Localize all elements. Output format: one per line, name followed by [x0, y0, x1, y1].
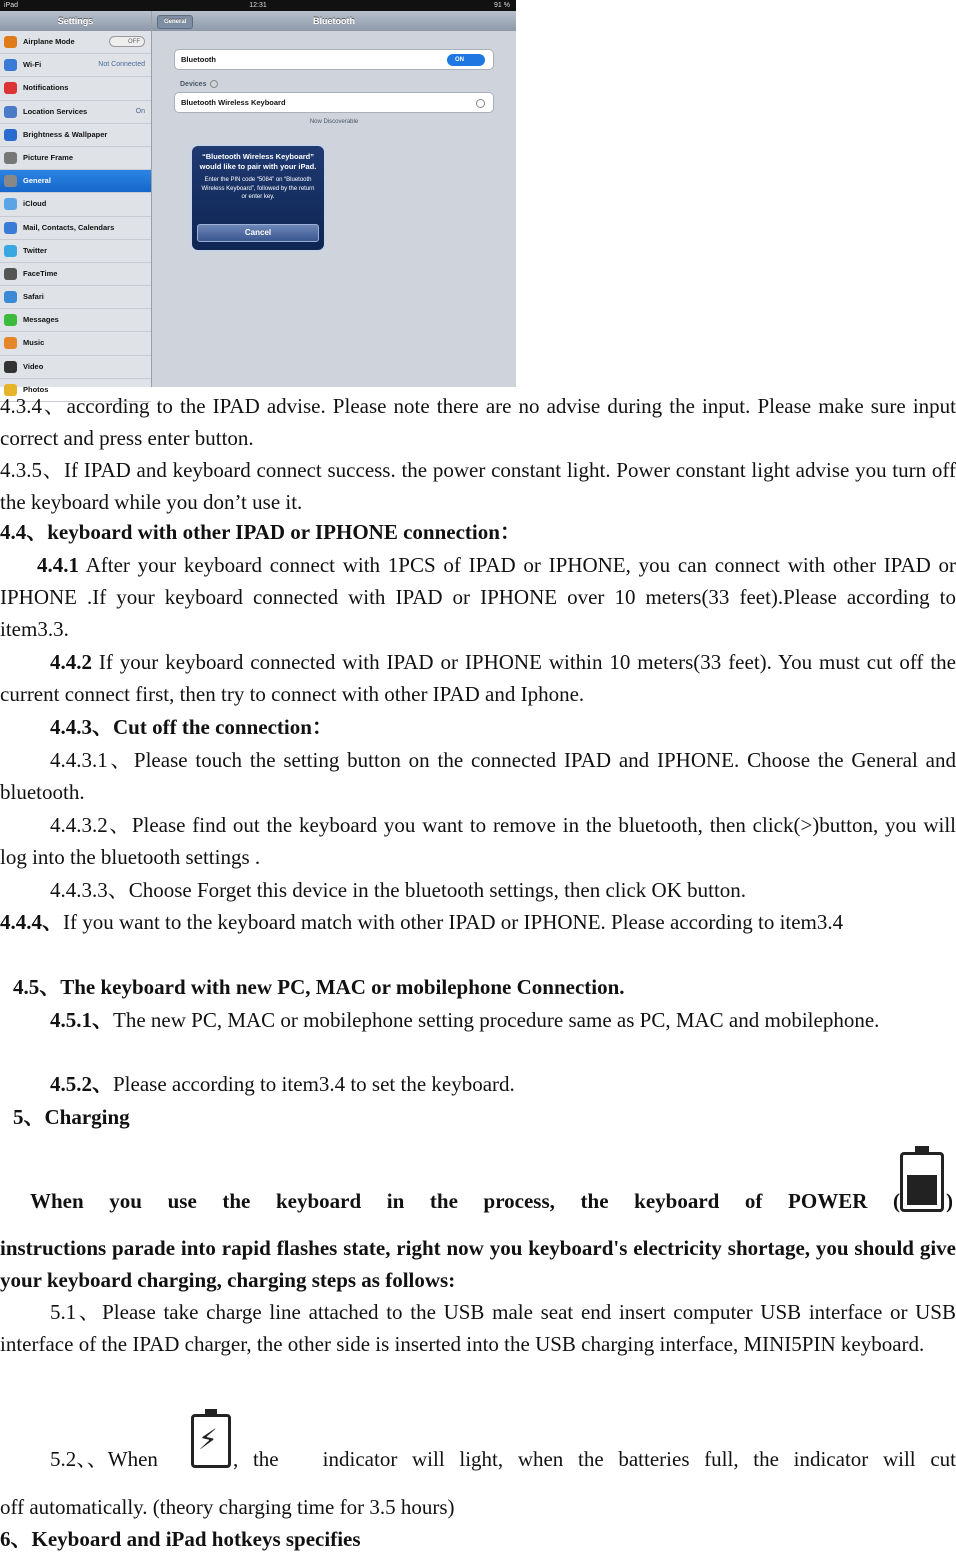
- heading-4-4-3: [0, 711, 956, 743]
- back-button[interactable]: General: [157, 15, 193, 29]
- para-4-4-2: [0, 646, 956, 710]
- heading-6-text: 6、Keyboard and iPad hotkeys specifies: [0, 1527, 361, 1551]
- sidebar-item-label: Safari: [23, 292, 44, 302]
- sidebar-title: Settings: [0, 11, 151, 31]
- power-battery-icon: [900, 1152, 944, 1212]
- para-4-4-3-3: 4.4.3.3、Choose Forget this device in the bluetooth settings, then click OK button.: [50, 878, 747, 902]
- pane-header: [152, 11, 516, 31]
- sidebar-item-label: Airplane Mode: [23, 37, 75, 46]
- para-4-5-2-text: Please according to item3.4 to set the keyboard.: [113, 1072, 515, 1096]
- bluetooth-row: [174, 49, 494, 70]
- settings-item-icon: [4, 361, 17, 373]
- settings-item-icon: [4, 222, 17, 234]
- para-4-4-1-text: After your keyboard connect with 1PCS of IPAD or IPHONE, you can connect with other IPAD or IPHONE .If your keyboard connected with IPAD or IPHONE over 10 meters(33 feet).Please according to item3.3.: [0, 553, 956, 641]
- device-name: Bluetooth Wireless Keyboard: [181, 98, 286, 107]
- sidebar-item-label: Location Services: [23, 106, 88, 116]
- heading-4-5-text: 4.5、The keyboard with new PC, MAC or mobilephone Connection.: [13, 975, 625, 999]
- ipad-screenshot: [0, 0, 516, 394]
- para-4-4-3-2: 4.4.3.2、Please find out the keyboard you want to remove in the bluetooth, then click(>)button, you will log into the bluetooth settings .: [0, 813, 956, 869]
- para-4-5-1-num: 4.5.1、: [50, 1008, 113, 1032]
- sidebar-item-label: Video: [23, 361, 44, 371]
- sidebar-item[interactable]: [0, 240, 151, 263]
- settings-item-icon: [4, 245, 17, 257]
- settings-item-icon: [4, 129, 17, 141]
- para-5-2-lead: 5.2、、When: [50, 1447, 158, 1471]
- sidebar-item-label: Notifications: [23, 83, 69, 93]
- settings-sidebar: [0, 11, 152, 394]
- para-4-5-1-text: The new PC, MAC or mobilephone setting procedure same as PC, MAC and mobilephone.: [113, 1008, 880, 1032]
- alert-title: “Bluetooth Wireless Keyboard” would like to pair with your iPad.: [199, 152, 317, 171]
- cancel-button[interactable]: Cancel: [197, 224, 319, 242]
- spinner-icon: [210, 80, 218, 88]
- para-4-4-4: [0, 906, 956, 938]
- bluetooth-label: Bluetooth: [181, 55, 216, 64]
- sidebar-item[interactable]: [0, 217, 151, 240]
- device-row[interactable]: [174, 92, 494, 113]
- sidebar-item-label: Messages: [23, 315, 59, 325]
- sidebar-item[interactable]: [0, 193, 151, 216]
- heading-6: [0, 1523, 956, 1555]
- sidebar-item[interactable]: [0, 31, 151, 54]
- sidebar-item[interactable]: [0, 332, 151, 355]
- sidebar-item-label: Picture Frame: [23, 152, 74, 162]
- para-5-body: instructions parade into rapid flashes state, right now you keyboard's electricity shortage, you should give your keyboard charging, charging steps as follows:: [0, 1236, 956, 1292]
- sidebar-list: [0, 31, 151, 402]
- para-4-4-2-text: If your keyboard connected with IPAD or IPHONE within 10 meters(33 feet). You must cut off the current connect first, then try to connect with other IPAD and Iphone.: [0, 650, 956, 706]
- sidebar-item-label: Wi-Fi: [23, 60, 42, 70]
- para-4-5-2: [0, 1068, 956, 1100]
- sidebar-item[interactable]: [0, 147, 151, 170]
- devices-label: Devices: [180, 80, 207, 88]
- para-4-4-1-num: 4.4.1: [37, 553, 79, 577]
- para-5-2-line: [0, 1408, 956, 1478]
- pairing-alert: [190, 144, 326, 252]
- heading-5-text: 5、Charging: [13, 1105, 130, 1129]
- settings-item-icon: [4, 82, 17, 94]
- spinner-icon: [476, 99, 485, 108]
- heading-4-4-text: 4.4、keyboard with other IPAD or IPHONE connection：: [0, 520, 521, 544]
- charging-battery-icon: ⚡: [191, 1414, 231, 1468]
- para-5-lead: When you use the keyboard in the process, the keyboard of POWER (: [30, 1189, 900, 1213]
- para-5-2-end: off automatically. (theory charging time for 3.5 hours): [0, 1495, 455, 1519]
- sidebar-item[interactable]: [0, 54, 151, 77]
- sidebar-item-value: On: [135, 107, 145, 115]
- para-4-4-4-num: 4.4.4、: [0, 910, 63, 934]
- alert-message: Enter the PIN code “5084” on “Bluetooth Wireless Keyboard”, followed by the return or enter key.: [201, 177, 315, 200]
- status-device: iPad: [4, 2, 19, 9]
- sidebar-item-label: FaceTime: [23, 268, 58, 278]
- sidebar-item[interactable]: [0, 101, 151, 124]
- para-5-close-paren: ): [946, 1189, 953, 1213]
- para-4-3-4: 4.3.4、according to the IPAD advise. Please note there are no advise during the input. Please make sure input correct and press enter button.: [0, 394, 956, 450]
- para-4-5-2-num: 4.5.2、: [50, 1072, 113, 1096]
- settings-item-icon: [4, 59, 17, 71]
- heading-4-4-3-text: 4.4.3、Cut off the connection：: [50, 715, 333, 739]
- para-4-3-5: 4.3.5、If IPAD and keyboard connect success. the power constant light. Power constant light advise you turn off the keyboard while you don’t use it.: [0, 458, 956, 514]
- sidebar-item-label: Brightness & Wallpaper: [23, 129, 108, 139]
- settings-item-icon: [4, 106, 17, 118]
- sidebar-item-label: Mail, Contacts, Calendars: [23, 222, 115, 232]
- settings-item-icon: [4, 268, 17, 280]
- status-bar: [0, 0, 516, 11]
- bluetooth-toggle[interactable]: ON: [447, 54, 485, 66]
- para-5-intro-line: [0, 1147, 956, 1217]
- devices-header: [180, 80, 218, 88]
- airplane-toggle[interactable]: OFF: [109, 36, 145, 47]
- heading-4-5: [0, 971, 956, 1003]
- sidebar-item[interactable]: [0, 263, 151, 286]
- settings-item-icon: [4, 198, 17, 210]
- para-4-4-4-text: If you want to the keyboard match with other IPAD or IPHONE. Please according to item3.4: [63, 910, 844, 934]
- para-4-4-3-1: 4.4.3.1、Please touch the setting button on the connected IPAD and IPHONE. Choose the General and bluetooth.: [0, 748, 956, 804]
- status-time: 12:31: [249, 2, 267, 9]
- settings-item-icon: [4, 36, 17, 48]
- status-battery: 91 %: [494, 2, 510, 9]
- sidebar-item[interactable]: [0, 170, 151, 193]
- para-4-5-1: [0, 1004, 956, 1036]
- sidebar-item-value: Not Connected: [98, 61, 145, 69]
- sidebar-item-label: Music: [23, 338, 45, 348]
- sidebar-item[interactable]: [0, 356, 151, 379]
- sidebar-item-label: iCloud: [23, 199, 47, 209]
- para-4-4-1: [0, 549, 956, 645]
- para-4-4-2-num: 4.4.2: [50, 650, 92, 674]
- sidebar-item-label: Photos: [23, 384, 49, 394]
- heading-5: [0, 1101, 956, 1133]
- bluetooth-pane: [152, 11, 516, 387]
- discoverable-note: Now Discoverable: [309, 119, 359, 125]
- sidebar-item[interactable]: [0, 309, 151, 332]
- sidebar-item-label: Twitter: [23, 245, 48, 255]
- sidebar-item[interactable]: [0, 124, 151, 147]
- pane-title: Bluetooth: [313, 16, 355, 26]
- sidebar-item[interactable]: [0, 286, 151, 309]
- settings-item-icon: [4, 291, 17, 303]
- para-5-1: 5.1、Please take charge line attached to the USB male seat end insert computer USB interface or USB interface of the IPAD charger, the other side is inserted into the USB charging interface, MINI5PIN keyboard.: [0, 1300, 956, 1356]
- heading-4-4: [0, 516, 956, 548]
- sidebar-item-label: General: [23, 176, 51, 186]
- settings-item-icon: [4, 152, 17, 164]
- sidebar-item[interactable]: [0, 77, 151, 100]
- settings-item-icon: [4, 175, 17, 187]
- settings-item-icon: [4, 337, 17, 349]
- para-5-2-rest: , the indicator will light, when the batteries full, the indicator will cut: [233, 1447, 956, 1471]
- settings-item-icon: [4, 314, 17, 326]
